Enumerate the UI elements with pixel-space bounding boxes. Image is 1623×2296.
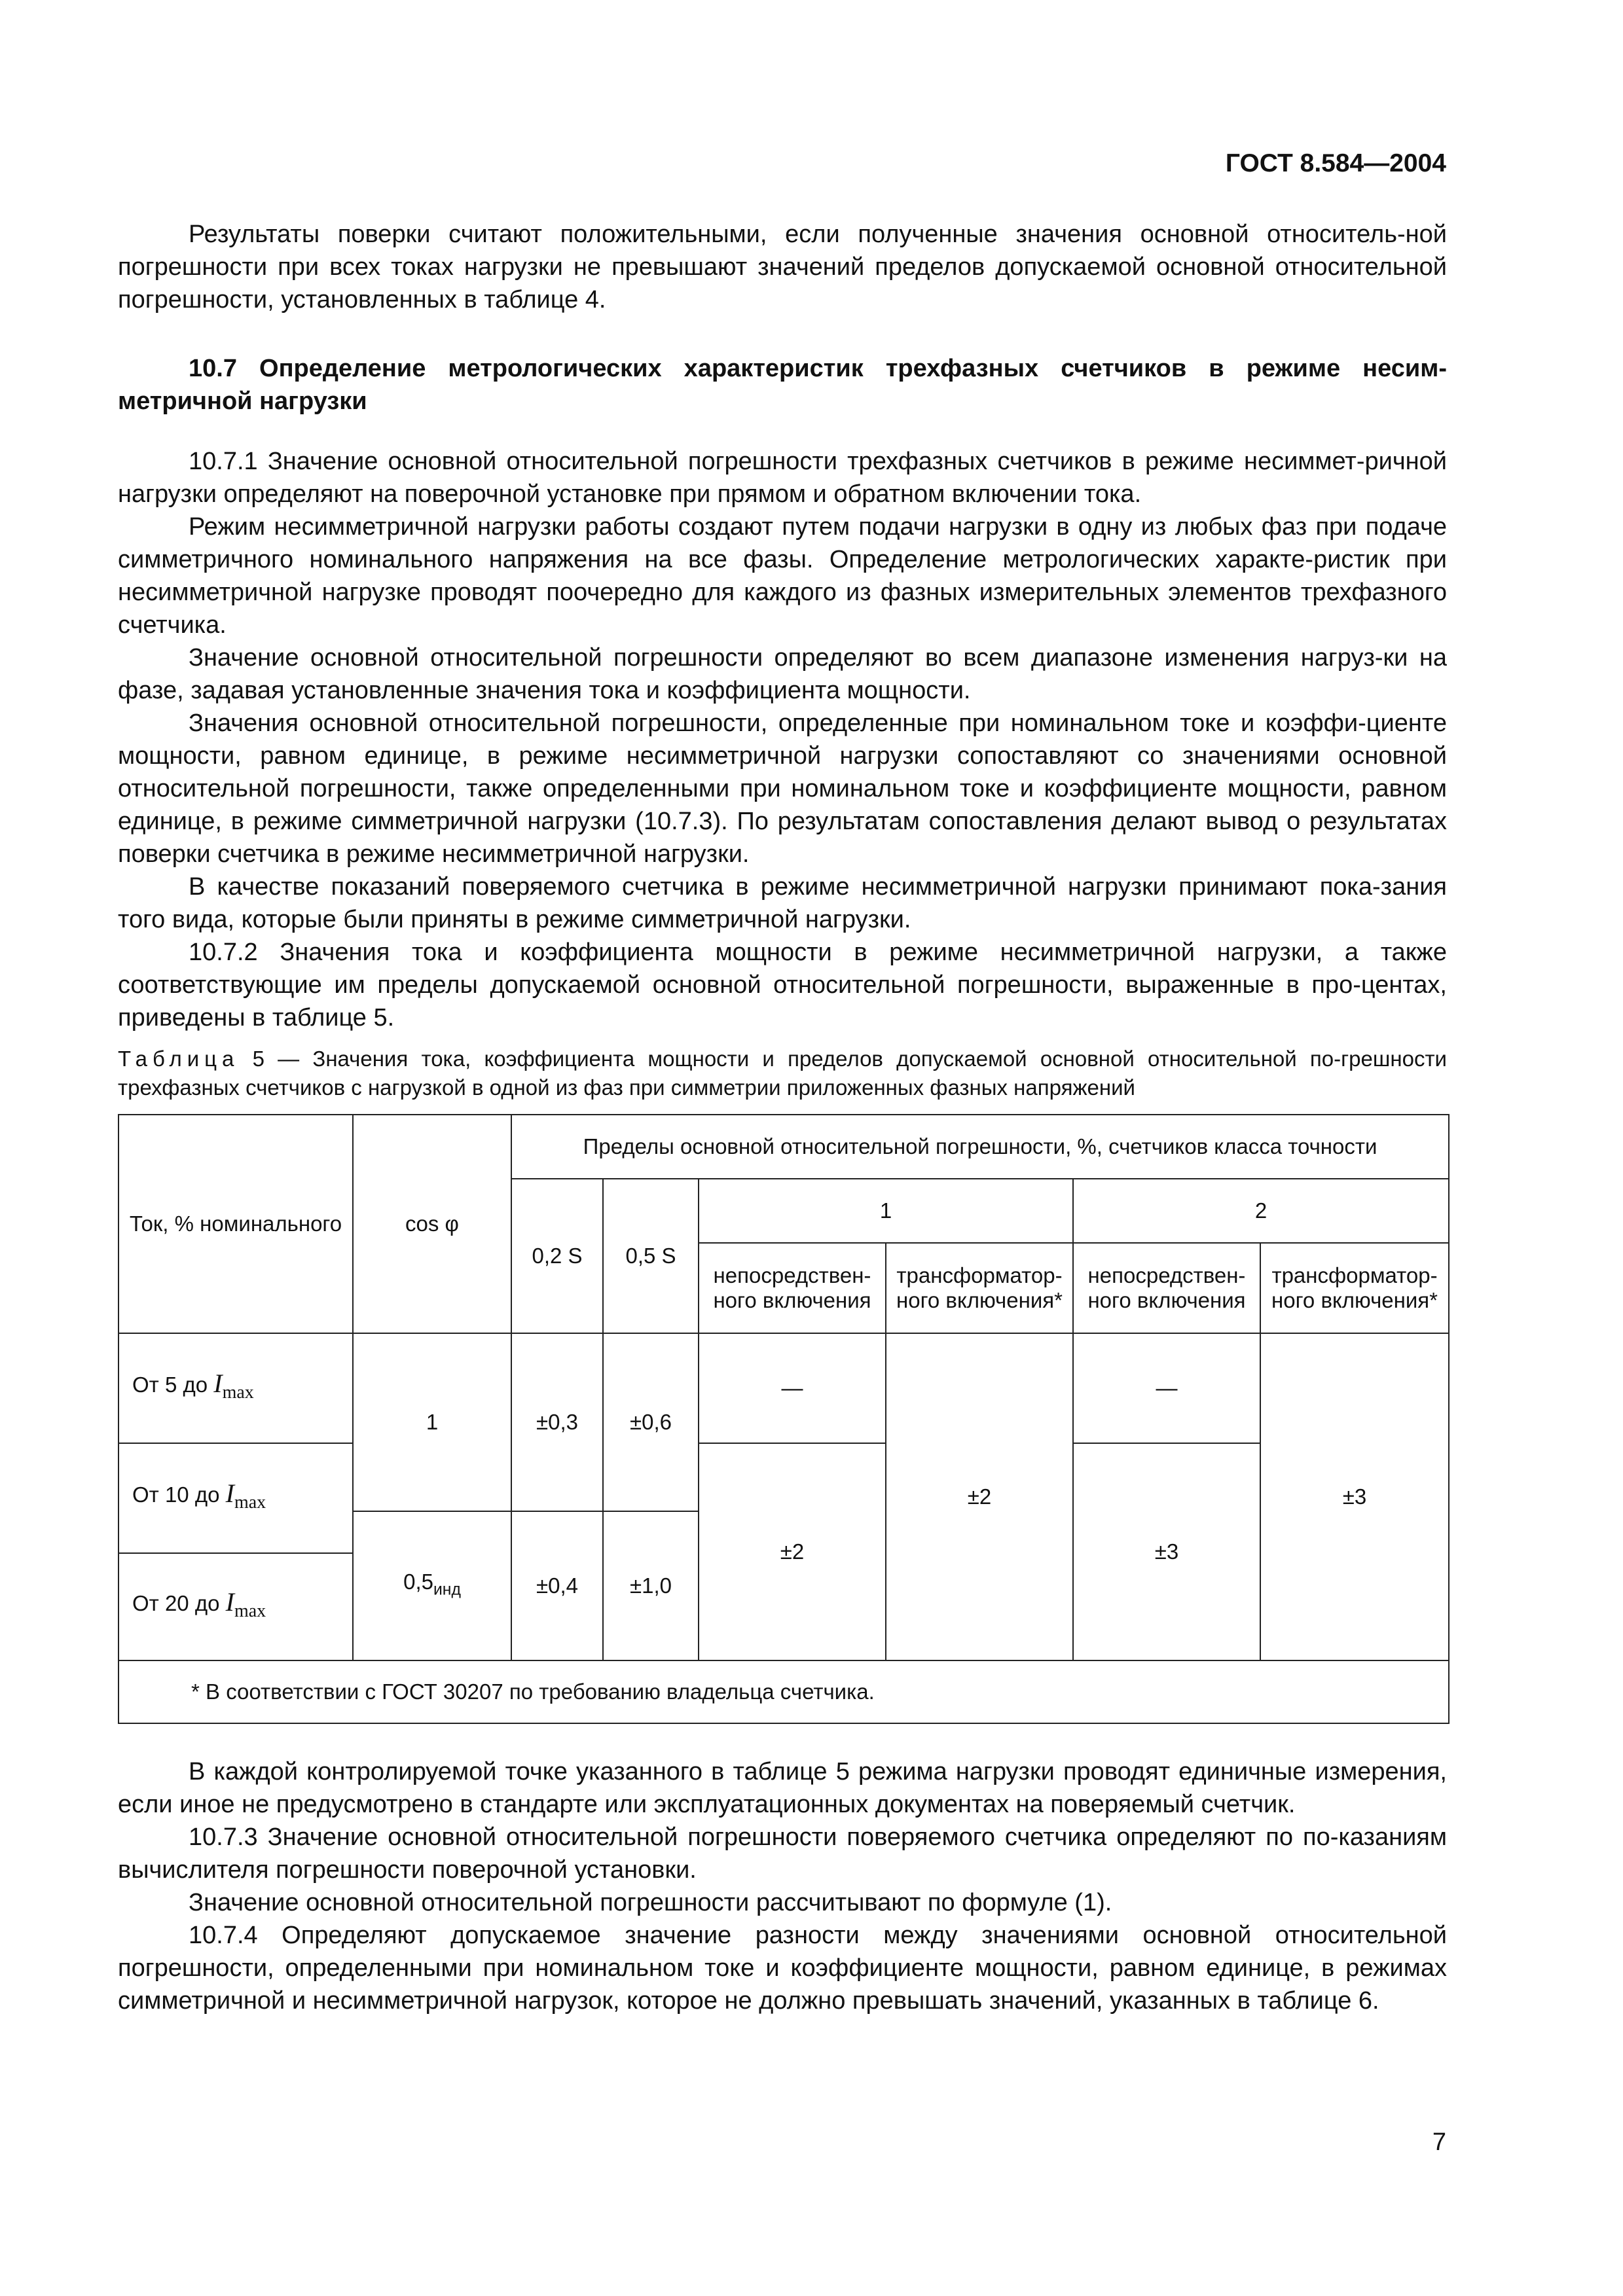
value-direct-class-1: ±2 [699,1443,886,1660]
header-class-0-5s: 0,5 S [603,1179,699,1333]
value-direct-class-2: ±3 [1073,1443,1260,1660]
imax-symbol: $I_{max}$ [213,1369,254,1403]
section-body [118,445,1447,1034]
row-current-5 [119,1333,353,1443]
header-direct-class-2: непосредствен-ного включения [1073,1243,1260,1333]
table-caption [118,1045,1447,1102]
paragraph: Значение основной относительной погрешности рассчитывают по формуле (1). [189,1889,1112,1916]
imax-symbol: $I_{max}$ [225,1587,266,1621]
paragraph: Значения основной относительной погрешности, определенные при номинальном токе и коэффи-циенте мощности, равном единице, в режиме несимметричной нагрузки сопоставляют со значениями основной относительной погрешности, также определенными при номинальном токе и коэффициенте мощности, равном единице, в режиме симметричной нагрузки (10.7.3). По результатам сопоставления делают вывод о результатах поверки счетчика в режиме несимметричной нагрузки. [118,709,1447,868]
table-caption-text: 5 — Значения тока, коэффициента мощности и пределов допускаемой основной относительной по-грешности трехфазных счетчиков с нагрузкой в одной из фаз при симметрии приложенных фазных напряжений [118,1047,1447,1100]
value-transformer-class-2: ±3 [1260,1333,1449,1660]
table-5 [118,1114,1450,1724]
row-current-10 [119,1443,353,1553]
paragraph-10-7-2: 10.7.2 Значения тока и коэффициента мощности в режиме несимметричной нагрузки, а также соответствующие им пределы допускаемой основной относительной погрешности, выраженные в про-центах, приведены в таблице 5. [118,939,1447,1031]
row-current-20 [119,1553,353,1660]
row-label: От 10 до [132,1482,226,1507]
value-dash-class-2: — [1073,1333,1260,1443]
value-dash-class-1: — [699,1333,886,1443]
paragraph: Результаты поверки считают положительными, если полученные значения основной относитель-ной погрешности при всех токах нагрузки не превышают значений пределов допускаемой основной относительной погрешности, установленных в таблице 4. [118,221,1447,314]
value-0-5s-row2: ±1,0 [603,1511,699,1660]
paragraph: В каждой контролируемой точке указанного в таблице 5 режима нагрузки проводят единичные измерения, если иное не предусмотрено в стандарте или эксплуатационных документах на поверяемый счетчик. [118,1758,1447,1818]
header-class-0-2s: 0,2 S [511,1179,603,1333]
paragraph-10-7-1: 10.7.1 Значение основной относительной погрешности трехфазных счетчиков в режиме несиммет-ричной нагрузки определяют на поверочной установке при прямом и обратном включении тока. [118,448,1447,508]
after-table-text [118,1755,1447,2017]
page-number: 7 [1432,2128,1446,2156]
document-code: ГОСТ 8.584—2004 [1225,149,1446,177]
header-direct-class-1: непосредствен-ного включения [699,1243,886,1333]
table-caption-label: Таблица [118,1047,240,1071]
cos-value-0-5-ind: $0,5_{инд}$ [353,1511,511,1660]
row-label: От 20 до [132,1591,226,1615]
value-0-2s-row1: ±0,3 [511,1333,603,1511]
paragraph: В качестве показаний поверяемого счетчика в режиме несимметричной нагрузки принимают пока-зания того вида, которые были приняты в режиме симметричной нагрузки. [118,873,1447,933]
paragraph-10-7-4: 10.7.4 Определяют допускаемое значение разности между значениями основной относительной погрешности, определенными при номинальном токе и коэффициенте мощности, равном единице, в режимах симметричной и несимметричной нагрузок, которое не должно превышать значений, указанных в таблице 6. [118,1922,1447,2015]
table-footnote: * В соответствии с ГОСТ 30207 по требованию владельца счетчика. [119,1660,1449,1723]
header-transformer-class-1: трансформатор-ного включения* [886,1243,1073,1333]
section-title: 10.7 Определение метрологических характеристик трехфазных счетчиков в режиме несим-метричной нагрузки [118,355,1447,415]
value-transformer-class-1: ±2 [886,1333,1073,1660]
header-transformer-class-2: трансформатор-ного включения* [1260,1243,1449,1333]
value-0-2s-row2: ±0,4 [511,1511,603,1660]
cos-value-1: 1 [353,1333,511,1511]
imax-symbol: $I_{max}$ [225,1479,266,1513]
paragraph: Значение основной относительной погрешности определяют во всем диапазоне изменения нагруз-ки на фазе, задавая установленные значения тока и коэффициента мощности. [118,644,1447,704]
header-cos-phi: cos φ [353,1115,511,1333]
header-class-1: 1 [699,1179,1073,1243]
paragraph-10-7-3: 10.7.3 Значение основной относительной погрешности поверяемого счетчика определяют по по-казаниям вычислителя погрешности поверочной установки. [118,1823,1447,1884]
intro-text [118,218,1447,316]
header-limits: Пределы основной относительной погрешности, %, счетчиков класса точности [511,1115,1449,1179]
header-current: Ток, % номинального [119,1115,353,1333]
header-class-2: 2 [1073,1179,1449,1243]
value-0-5s-row1: ±0,6 [603,1333,699,1511]
section-10-7 [118,352,1447,418]
paragraph: Режим несимметричной нагрузки работы создают путем подачи нагрузки в одну из любых фаз при подаче симметричного номинального напряжения на все фазы. Определение метрологических характе-ристик при несимметричной нагрузке проводят поочередно для каждого из фазных измерительных элементов трехфазного счетчика. [118,513,1447,639]
row-label: От 5 до [132,1372,214,1397]
